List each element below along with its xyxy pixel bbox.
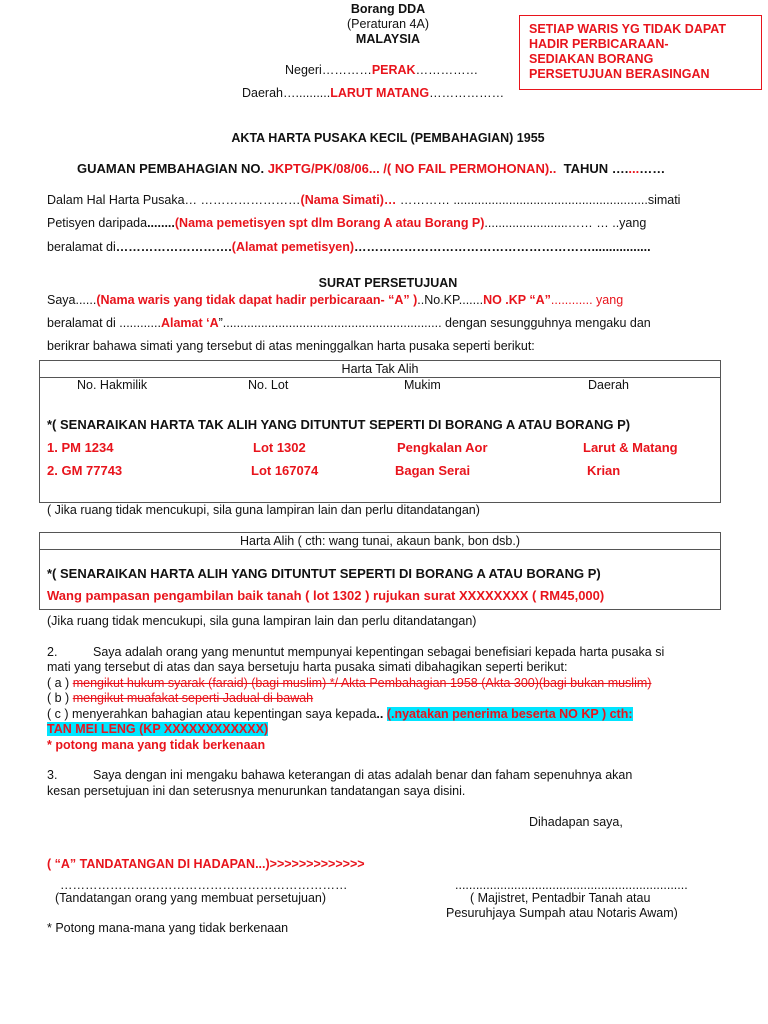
signature-caption-right-2: Pesuruhjaya Sumpah atau Notaris Awam): [446, 906, 678, 920]
immovable-footnote: ( Jika ruang tidak mencukupi, sila guna lampiran lain dan perlu ditandatangan): [47, 503, 480, 517]
option-a: ( a ) mengikut hukum syarak (faraid) (bagi muslim) */ Akta Pembahagian 1958 (Akta 300)(bagi bukan muslim): [47, 676, 652, 690]
guaman-line: GUAMAN PEMBAHAGIAN NO. JKPTG/PK/08/06... /( NO FAIL PERMOHONAN).. TAHUN …....……: [77, 161, 666, 176]
col-no-hakmilik: No. Hakmilik: [77, 378, 148, 392]
negeri-value: PERAK: [371, 63, 416, 77]
separate-form-note: SETIAP WARIS YG TIDAK DAPAT HADIR PERBICARAAN- SEDIAKAN BORANG PERSETUJUAN BERASINGAN: [519, 15, 762, 90]
movable-footnote: (Jika ruang tidak mencukupi, sila guna lampiran lain dan perlu ditandatangan): [47, 614, 477, 628]
regulation: (Peraturan 4A): [347, 17, 429, 31]
signature-line-left: ……………………………………………………………: [60, 878, 348, 892]
option-c-recipient: TAN MEI LENG (KP XXXXXXXXXXXX): [47, 722, 269, 736]
estate-line-1: Dalam Hal Harta Pusaka… ……………………(Nama Simati)… ………… ........................................................simati: [47, 193, 681, 207]
signature-caption-right-1: ( Majistret, Pentadbir Tanah atau: [470, 891, 651, 905]
para3-line-1: Saya dengan ini mengaku bahawa keterangan di atas adalah benar dan faham sepenuhnya akan: [93, 768, 633, 782]
immovable-row-1-title: 1. PM 1234: [47, 440, 114, 455]
consent-line-1: Saya......(Nama waris yang tidak dapat hadir perbicaraan- “A” )..No.KP.......NO .KP “A”............ yang: [47, 293, 624, 307]
daerah-value: LARUT MATANG: [330, 86, 430, 100]
movable-item: Wang pampasan pengambilan baik tanah ( lot 1302 ) rujukan surat XXXXXXXX ( RM45,000): [47, 588, 605, 603]
para2-number: 2.: [47, 645, 58, 659]
form-name: Borang DDA: [350, 2, 426, 16]
estate-line-3: beralamat di……………………….(Alamat pemetisyen)………………………………………………….................: [47, 240, 651, 254]
immovable-row-1-mukim: Pengkalan Aor: [397, 440, 488, 455]
signature-line-right: ...................................................................: [455, 878, 688, 892]
guaman-number: JKPTG/PK/08/06... /( NO FAIL PERMOHONAN)..: [267, 161, 557, 176]
consent-title: SURAT PERSETUJUAN: [318, 276, 458, 290]
consent-line-2: beralamat di ............Alamat ‘A”............................................................... dengan sesungguhnya mengaku dan: [47, 316, 651, 330]
negeri-line: Negeri…………PERAK……………: [285, 63, 479, 77]
option-c: ( c ) menyerahkan bahagian atau kepentingan saya kepada.. (.nyatakan penerima beserta NO KP ) cth:: [47, 707, 633, 721]
immovable-row-2-lot: Lot 167074: [251, 463, 319, 478]
footer-note: * Potong mana-mana yang tidak berkenaan: [47, 921, 289, 935]
immovable-row-1-daerah: Larut & Matang: [583, 440, 678, 455]
witness-label: Dihadapan saya,: [529, 815, 623, 829]
immovable-row-2-mukim: Bagan Serai: [395, 463, 471, 478]
immovable-row-2-title: 2. GM 77743: [47, 463, 123, 478]
act-title: AKTA HARTA PUSAKA KECIL (PEMBAHAGIAN) 1955: [231, 131, 545, 145]
para2-note: * potong mana yang tidak berkenaan: [47, 738, 266, 752]
para3-number: 3.: [47, 768, 58, 782]
immovable-caption: Harta Tak Alih: [341, 362, 419, 376]
estate-line-2: Petisyen daripada........(Nama pemetisyen spt dlm Borang A atau Borang P)........................…… … ..yang: [47, 216, 647, 230]
signature-prompt: ( “A” TANDATANGAN DI HADAPAN...)>>>>>>>>>>>>>: [47, 857, 365, 871]
col-mukim: Mukim: [404, 378, 441, 392]
para2-line-2: mati yang tersebut di atas dan saya bersetuju harta pusaka simati dibahagikan seperti berikut:: [47, 660, 568, 674]
col-no-lot: No. Lot: [248, 378, 289, 392]
movable-divider: [39, 549, 721, 550]
consent-line-3: berikrar bahawa simati yang tersebut di atas meninggalkan harta pusaka seperti berikut:: [47, 339, 535, 353]
col-daerah: Daerah: [588, 378, 629, 392]
para3-line-2: kesan persetujuan ini dan seterusnya menurunkan tandatangan saya disini.: [47, 784, 466, 798]
signature-caption-left: (Tandatangan orang yang membuat persetujuan): [55, 891, 327, 905]
option-c-highlight: (.nyatakan penerima beserta NO KP ) cth:: [386, 707, 633, 721]
daerah-line: Daerah…..........LARUT MATANG………………: [242, 86, 505, 100]
para2-line-1: Saya adalah orang yang menuntut mempunyai kepentingan sebagai benefisiari kepada harta pusaka si: [93, 645, 665, 659]
movable-instruction: *( SENARAIKAN HARTA ALIH YANG DITUNTUT SEPERTI DI BORANG A ATAU BORANG P): [47, 566, 601, 581]
immovable-row-2-daerah: Krian: [587, 463, 621, 478]
immovable-row-1-lot: Lot 1302: [253, 440, 306, 455]
option-b: ( b ) mengikut muafakat seperti Jadual di bawah: [47, 691, 314, 705]
country: MALAYSIA: [355, 32, 421, 46]
movable-caption: Harta Alih ( cth: wang tunai, akaun bank, bon dsb.): [239, 534, 521, 548]
immovable-instruction: *( SENARAIKAN HARTA TAK ALIH YANG DITUNTUT SEPERTI DI BORANG A ATAU BORANG P): [47, 417, 631, 432]
